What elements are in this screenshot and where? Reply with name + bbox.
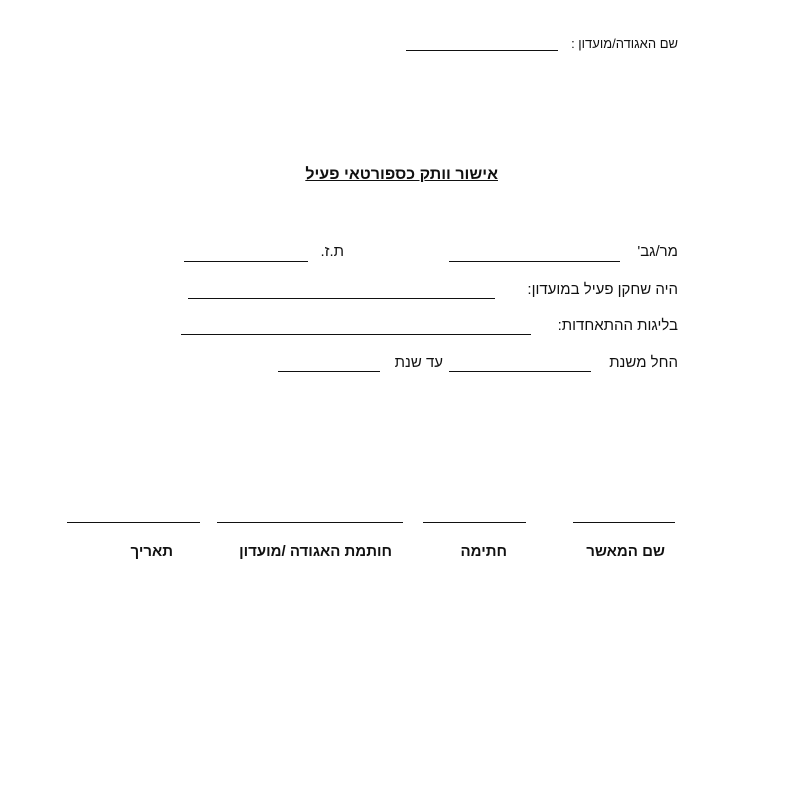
signature-line[interactable] xyxy=(423,522,526,523)
date-label: תאריך xyxy=(130,543,173,560)
name-line[interactable] xyxy=(449,261,620,262)
org-name-line[interactable] xyxy=(406,50,558,51)
stamp-line[interactable] xyxy=(217,522,403,523)
from-year-label: החל משנת xyxy=(609,354,678,371)
signature-label: חתימה xyxy=(460,543,507,560)
from-year-line[interactable] xyxy=(449,371,591,372)
until-year-line[interactable] xyxy=(278,371,380,372)
leagues-line[interactable] xyxy=(181,334,531,335)
date-line[interactable] xyxy=(67,522,200,523)
mr-mrs-label: מר/גב' xyxy=(637,243,678,260)
id-label: ת.ז. xyxy=(320,243,344,260)
id-line[interactable] xyxy=(184,261,308,262)
club-line[interactable] xyxy=(188,298,495,299)
approver-name-line[interactable] xyxy=(573,522,675,523)
until-year-label: עד שנת xyxy=(394,354,443,371)
stamp-label: חותמת האגודה /מועדון xyxy=(239,543,392,560)
leagues-label: בליגות ההתאחדות: xyxy=(557,317,678,334)
active-player-label: היה שחקן פעיל במועדון: xyxy=(527,281,678,298)
org-name-label: שם האגודה/מועדון : xyxy=(571,36,678,51)
approver-name-label: שם המאשר xyxy=(586,543,665,560)
document-title: אישור וותק כספורטאי פעיל xyxy=(305,166,498,183)
